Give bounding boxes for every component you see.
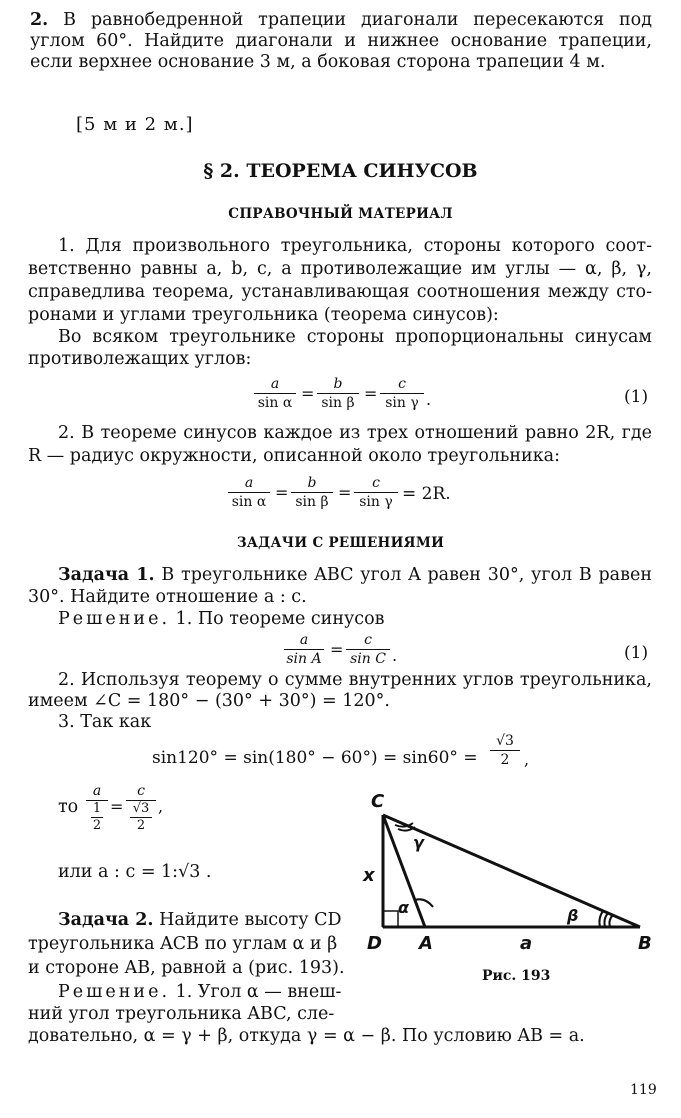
ref-para3-line-2: R — радиус окружности, описанной около треугольника:	[28, 446, 560, 466]
vertex-label-c: C	[371, 791, 385, 812]
task2-line-3: и стороне AB, равной a (рис. 193).	[28, 958, 345, 978]
ref-para1-line-3: справедлива теорема, устанавливающая соотношения между сто-	[28, 282, 652, 302]
right-angle-marker	[383, 911, 398, 927]
equals-sign: =	[301, 384, 315, 403]
vertex-label-d: D	[367, 933, 382, 954]
equals-sign: =	[275, 483, 289, 502]
angle-gamma-arc	[398, 827, 415, 831]
reference-title: СПРАВОЧНЫЙ МАТЕРИАЛ	[228, 206, 453, 222]
comma: ,	[524, 750, 530, 769]
page-number: 119	[630, 1082, 657, 1098]
therefore-word: то	[58, 797, 79, 817]
equals-sign: =	[364, 384, 378, 403]
task1-line-2: 30°. Найдите отношение a : c.	[28, 587, 307, 607]
task2-line-1	[58, 910, 342, 931]
problem-number: 2.	[30, 10, 49, 30]
solution-text: 1. По теореме синусов	[175, 609, 385, 629]
fraction-b-sin-beta: b sin β	[317, 376, 359, 411]
side-cb	[383, 815, 640, 927]
answer-bracket: [5 м и 2 м.]	[76, 114, 194, 135]
fraction-sqrt3-over-2: √3 2	[490, 733, 520, 768]
ref-para1-line-1: 1. Для произвольного треугольника, стороны которого соот-	[58, 236, 652, 256]
angle-beta-arc	[599, 911, 603, 927]
formula-2r: = 2R.	[402, 484, 451, 504]
task2-line-2: треугольника ACB по углам α и β	[28, 934, 338, 954]
problem-2-line-1	[30, 10, 652, 31]
fraction-a-sin-alpha: a sin α	[228, 475, 270, 510]
solutions-title: ЗАДАЧИ С РЕШЕНИЯМИ	[236, 535, 445, 551]
ref-para2-line-2: противолежащих углов:	[28, 349, 252, 369]
task-label: Задача 1.	[58, 565, 155, 585]
angle-beta-arc	[604, 913, 608, 927]
side-label-a: a	[520, 933, 533, 954]
vertex-label-b: B	[638, 933, 652, 954]
vertex-label-a: A	[419, 933, 433, 954]
task1-step2-line-1: 2. Используя теорему о сумме внутренних углов треугольника,	[58, 670, 652, 690]
fraction-a-sin-alpha: a sin α	[254, 376, 296, 411]
ref-para3-line-1: 2. В теореме синусов каждое из трех отношений равно 2R, где	[58, 423, 652, 443]
solution-label: Решение.	[58, 982, 171, 1002]
task-text: В треугольнике ABC угол A равен 30°, угол B равен	[161, 565, 652, 585]
equals-sign: =	[330, 640, 344, 659]
section-title: § 2. ТЕОРЕМА СИНУСОВ	[203, 160, 478, 182]
fraction-a-sin-A: a sin A	[284, 632, 324, 667]
equation-number: (1)	[624, 387, 649, 407]
equation-number: (1)	[624, 643, 649, 663]
task1-conclusion: или a : c = 1:√3 .	[58, 862, 212, 882]
sin-identity: sin120° = sin(180° − 60°) = sin60° =	[152, 748, 478, 768]
solution-text: 1. Угол α — внеш-	[175, 982, 342, 1002]
problem-2-line-3: если верхнее основание 3 м, а боковая сторона трапеции 4 м.	[30, 52, 606, 72]
period: .	[392, 646, 398, 665]
fraction-b-sin-beta: b sin β	[291, 475, 333, 510]
fraction-c-sin-gamma: c sin γ	[380, 376, 424, 411]
task-label: Задача 2.	[58, 910, 154, 930]
height-label-x: x	[363, 865, 375, 886]
task2-solution-line-1	[58, 982, 341, 1003]
equals-sign: =	[338, 483, 352, 502]
solution-label: Решение.	[58, 609, 171, 629]
task1-solution-line	[58, 609, 385, 630]
ref-para1-line-4: ронами и углами треугольника (теорема синусов):	[28, 305, 499, 325]
fraction-c-sin-C: c sin C	[346, 632, 390, 667]
period: .	[426, 390, 432, 409]
ref-para2-line-1: Во всяком треугольнике стороны пропорциональны синусам	[58, 327, 652, 347]
angle-label-alpha: α	[398, 898, 409, 917]
task2-solution-line-2: ний угол треугольника ABC, сле-	[28, 1004, 335, 1024]
problem-text: В равнобедренной трапеции диагонали пересекаются под	[63, 10, 652, 30]
fraction-c-sin-gamma: c sin γ	[354, 475, 398, 510]
comma: ,	[158, 797, 164, 816]
figure-caption: Рис. 193	[482, 968, 551, 984]
ratio-denominator: c √3 2	[126, 784, 156, 833]
ratio-numerator: a 1 2	[86, 784, 108, 833]
task2-solution-line-3: довательно, α = γ + β, откуда γ = α − β. По условию AB = a.	[28, 1026, 585, 1046]
angle-label-gamma: γ	[413, 833, 424, 852]
task-text: Найдите высоту CD	[159, 910, 342, 930]
task1-step2-line-2: имеем ∠C = 180° − (30° + 30°) = 120°.	[28, 691, 390, 711]
angle-beta-arc	[609, 915, 613, 927]
equals-sign: =	[110, 797, 124, 816]
problem-2-line-2: углом 60°. Найдите диагонали и нижнее основание трапеции,	[30, 31, 652, 51]
triangle-figure	[355, 785, 665, 965]
task1-step3: 3. Так как	[58, 712, 152, 732]
angle-label-beta: β	[567, 906, 579, 925]
ref-para1-line-2: ветственно равны a, b, c, а противолежащие им углы — α, β, γ,	[28, 259, 652, 279]
task1-line-1	[58, 565, 652, 586]
